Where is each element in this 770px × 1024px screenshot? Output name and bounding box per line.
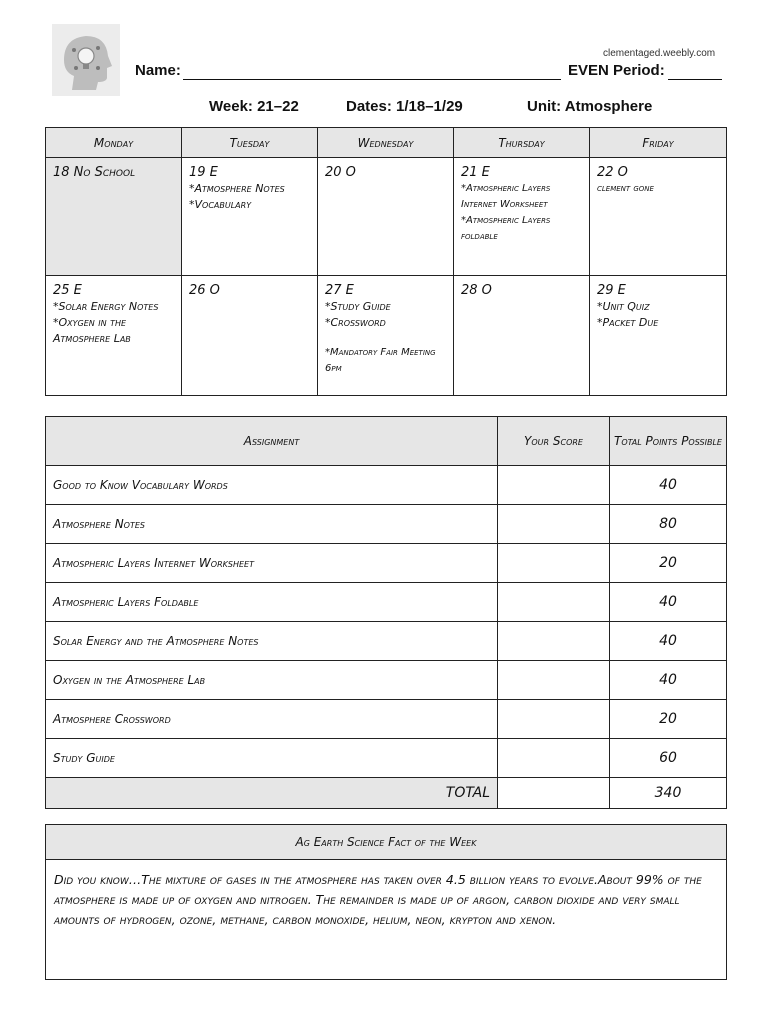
day-item: *Vocabulary — [189, 198, 252, 211]
day-number: 28 O — [461, 283, 492, 298]
fact-title: Ag Earth Science Fact of the Week — [46, 825, 726, 860]
table-row — [46, 700, 727, 739]
points-cell: 60 — [610, 739, 727, 778]
score-cell[interactable] — [498, 700, 610, 739]
name-label: Name: — [135, 62, 181, 79]
table-row — [46, 544, 727, 583]
weekly-calendar — [45, 127, 727, 396]
day-number: 27 E — [325, 283, 354, 298]
assignment-table — [45, 416, 727, 809]
calendar-cell — [590, 276, 727, 396]
score-cell[interactable] — [498, 505, 610, 544]
day-number: 19 E — [189, 165, 218, 180]
assignment-name: Atmospheric Layers Foldable — [46, 583, 498, 622]
day-header-monday: Monday — [46, 128, 182, 158]
total-row — [46, 778, 727, 809]
day-number: 21 E — [461, 165, 490, 180]
table-row — [46, 583, 727, 622]
points-cell: 40 — [610, 466, 727, 505]
day-item: *Packet Due — [597, 316, 659, 329]
day-item: *Unit Quiz — [597, 300, 650, 313]
table-row — [46, 466, 727, 505]
points-cell: 80 — [610, 505, 727, 544]
assignment-name: Atmospheric Layers Internet Worksheet — [46, 544, 498, 583]
day-number: 20 O — [325, 165, 356, 180]
period-label: EVEN Period: — [568, 62, 665, 79]
assignment-name: Study Guide — [46, 739, 498, 778]
score-cell[interactable] — [498, 583, 610, 622]
score-cell[interactable] — [498, 661, 610, 700]
total-points-header: Total Points Possible — [610, 417, 727, 466]
day-item: *Study Guide — [325, 300, 391, 313]
table-row — [46, 739, 727, 778]
day-number: 22 O — [597, 165, 628, 180]
day-item: *Atmospheric Layers Internet Worksheet — [461, 183, 551, 210]
calendar-cell — [454, 276, 590, 396]
total-points: 340 — [610, 778, 727, 809]
points-cell: 20 — [610, 544, 727, 583]
day-number: 26 O — [189, 283, 220, 298]
day-item: clement gone — [597, 183, 654, 194]
fact-text: Did you know…The mixture of gases in the atmosphere has taken over 4.5 billion years to evolve.About 99% of the atmosphere is made up of oxygen and nitrogen. The remainder is made up of argon, carbon dioxide and very small amounts of hydrogen, ozone, methane, carbon monoxide, helium, neon, krypton and xenon. — [54, 872, 702, 927]
calendar-cell — [318, 158, 454, 276]
calendar-cell — [182, 276, 318, 396]
day-item: *Atmosphere Notes — [189, 182, 285, 195]
day-header-wednesday: Wednesday — [318, 128, 454, 158]
assignment-name: Atmosphere Notes — [46, 505, 498, 544]
assignment-name: Oxygen in the Atmosphere Lab — [46, 661, 498, 700]
calendar-cell — [182, 158, 318, 276]
day-header-thursday: Thursday — [454, 128, 590, 158]
assignment-name: Atmosphere Crossword — [46, 700, 498, 739]
total-label: TOTAL — [46, 778, 498, 809]
points-cell: 40 — [610, 661, 727, 700]
score-header: Your Score — [498, 417, 610, 466]
head-logo-image — [52, 24, 120, 96]
assignment-name: Good to Know Vocabulary Words — [46, 466, 498, 505]
period-blank-line[interactable] — [668, 79, 722, 80]
name-blank-line[interactable] — [183, 79, 561, 80]
day-item: *Atmospheric Layers foldable — [461, 215, 551, 242]
points-cell: 40 — [610, 622, 727, 661]
day-header-tuesday: Tuesday — [182, 128, 318, 158]
points-cell: 20 — [610, 700, 727, 739]
score-cell[interactable] — [498, 466, 610, 505]
day-header-friday: Friday — [590, 128, 727, 158]
day-item: *Crossword — [325, 316, 386, 329]
dates-label: Dates: 1/18–1/29 — [346, 98, 463, 115]
website-url: clementaged.weebly.com — [603, 48, 716, 59]
total-score-cell[interactable] — [498, 778, 610, 809]
table-row — [46, 661, 727, 700]
day-number: 29 E — [597, 283, 626, 298]
score-cell[interactable] — [498, 622, 610, 661]
points-cell: 40 — [610, 583, 727, 622]
assignment-header: Assignment — [46, 417, 498, 466]
table-row — [46, 622, 727, 661]
day-item: *Oxygen in the Atmosphere Lab — [53, 316, 131, 345]
calendar-cell — [590, 158, 727, 276]
day-number: 25 E — [53, 283, 82, 298]
calendar-cell — [318, 276, 454, 396]
assignment-name: Solar Energy and the Atmosphere Notes — [46, 622, 498, 661]
day-item: *Mandatory Fair Meeting 6pm — [325, 347, 436, 374]
day-item: *Solar Energy Notes — [53, 300, 159, 313]
calendar-cell — [454, 158, 590, 276]
unit-label: Unit: Atmosphere — [527, 98, 653, 115]
week-label: Week: 21–22 — [209, 98, 299, 115]
fact-of-the-week-box — [45, 824, 727, 980]
table-row — [46, 505, 727, 544]
score-cell[interactable] — [498, 544, 610, 583]
score-cell[interactable] — [498, 739, 610, 778]
calendar-cell — [46, 276, 182, 396]
day-number: 18 No School — [53, 165, 136, 180]
calendar-cell — [46, 158, 182, 276]
